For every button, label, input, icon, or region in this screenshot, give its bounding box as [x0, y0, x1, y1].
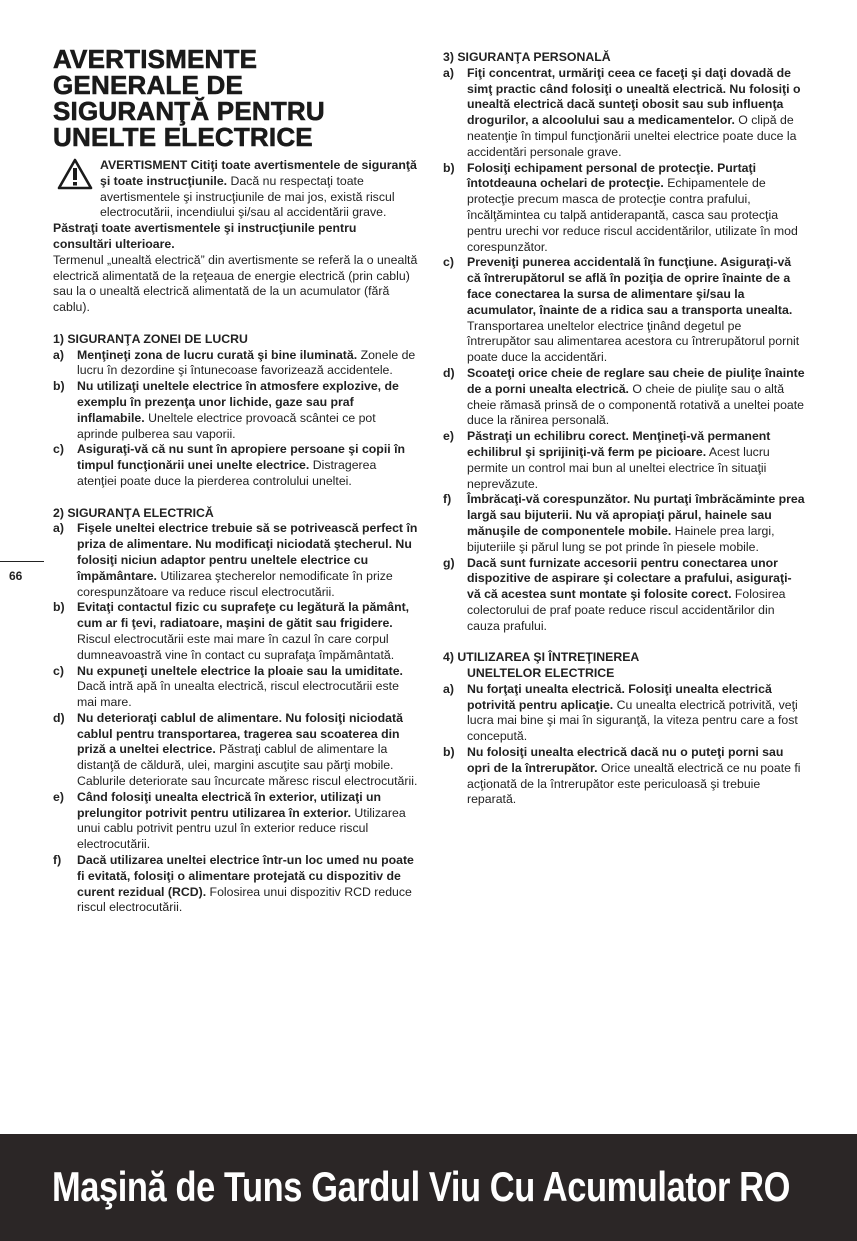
title-line: UNELTE ELECTRICE — [53, 122, 313, 152]
right-column — [443, 50, 805, 808]
list-item: b) Nu folosiţi unealta electrică dacă nu o puteţi porni sau opri de la întrerupător. Orice unealtă electrică ce nu poate fi acţionată de la întrerupător este periculoasă şi trebuie reparată. — [443, 745, 801, 807]
warning-term: Termenul „unealtă electrică” din avertismente se referă la o unealtă electrică alimentată de la reţeaua de energie electrică (prin cablu) sau la o unealtă electrică alimentată de la un acumulator (fără cablu). — [53, 252, 418, 315]
list-item: a) Nu forţaţi unealta electrică. Folosiţi unealta electrică potrivită pentru aplicaţie. Cu unealta electrică potrivită, veţi lucra mai bine şi mai în siguranţă, la viteza pentru care a fost concepută. — [443, 681, 798, 744]
list-item: b) Folosiţi echipament personal de protecţie. Purtaţi întotdeauna ochelari de protecţie. Echipamentele de protecţie precum masca de protecţie contra prafului, încălţămintea cu talpă antiderapantă, casca sau protecţia pentru urechi vor reduce riscul accidentărilor, utilizate în mod corespunzător. — [443, 160, 798, 254]
warning-triangle-icon — [57, 158, 93, 190]
list-item: a) Fişele uneltei electrice trebuie să se potrivească perfect în priza de alimentare. Nu modificaţi niciodată ştecherul. Nu folosiţi niciun adaptor pentru uneltele electrice cu împământare. Utilizarea ştecherelor nemodificate în prize corespunzătoare va reduce riscul electrocutării. — [53, 521, 418, 599]
section-heading: 1) SIGURANŢA ZONEI DE LUCRU — [53, 331, 248, 346]
list-item: b) Nu utilizaţi uneltele electrice în atmosfere explozive, de exemplu în prezenţa unor lichide, gaze sau praf inflamabile. Uneltele electrice provoacă scântei ce pot aprinde pulberea sau vaporii. — [53, 379, 399, 441]
section-heading-line2: UNELTELOR ELECTRICE — [467, 666, 615, 681]
warning-block — [53, 158, 418, 221]
list-item: c) Preveniţi punerea accidentală în funcţiune. Asiguraţi-vă că întrerupătorul se află în poziţia de oprire înainte de a face conectarea la sursa de alimentare şi/sau la acumulator, înainte de a ridica sau a transporta unealta. Transportarea uneltelor electrice ţinând degetul pe întrerupător sau alimentarea acestora cu întrerupătorul pornit poate duce la accidentări. — [443, 255, 800, 365]
title-line: GENERALE DE — [53, 70, 244, 100]
list-item: c) Nu expuneţi uneltele electrice la ploaie sau la umiditate. Dacă intră apă în unealta electrică, riscul electrocutării este mai mare. — [53, 663, 403, 710]
list-item: b) Evitaţi contactul fizic cu suprafeţe cu legătură la pământ, cum ar fi ţevi, radiatoare, maşini de gătit sau frigidere. Riscul electrocutării este mai mare în cazul în care corpul dumneavoastră vine în contact cu suprafaţa împământată. — [53, 600, 410, 662]
list-item: e) Când folosiţi unealta electrică în exterior, utilizaţi un prelungitor potrivit pentru utilizarea în exterior. Utilizarea unui cablu potrivit pentru uzul în exterior reduce riscul electrocutării. — [53, 789, 406, 852]
left-column — [53, 46, 418, 916]
section-heading: 3) SIGURANŢA PERSONALĂ — [443, 50, 611, 64]
title-line: AVERTISMENTE — [53, 44, 258, 74]
footer-title: Maşină de Tuns Gardul Viu Cu Acumulator RO — [52, 1163, 791, 1210]
warning-head: AVERTISMENT Citiţi toate avertismentele de siguranţă şi toate instrucţiunile. — [100, 158, 417, 188]
list-item: d) Scoateţi orice cheie de reglare sau cheie de piuliţe înainte de a porni unealta electrică. O cheie de piuliţe sau o altă cheie rămasă prinsă de o componentă rotativă a uneltei poate duce la rănirea personală. — [443, 365, 805, 428]
page-number: 66 — [0, 561, 44, 583]
list-item: f) Îmbrăcaţi-vă corespunzător. Nu purtaţi îmbrăcăminte prea largă sau bijuterii. Nu vă apropiaţi părul, hainele sau mănuşile de componentele mobile. Hainele prea largi, bijuteriile şi părul lung se pot prinde în piesele mobile. — [443, 492, 805, 554]
title-line: SIGURANŢĂ PENTRU — [53, 96, 325, 126]
list-item: f) Dacă utilizarea uneltei electrice într-un loc umed nu poate fi evitată, folosiţi o alimentare protejată cu dispozitiv de curent rezidual (RCD). Folosirea unui dispozitiv RCD reduce riscul electrocutării. — [53, 853, 414, 915]
warning-keep: Păstraţi toate avertismentele şi instrucţiunile pentru consultări ulterioare. — [53, 221, 357, 251]
section-heading: 4) UTILIZAREA ŞI ÎNTREŢINEREA — [443, 650, 640, 665]
list-item: e) Păstraţi un echilibru corect. Menţineţi-vă permanent echilibrul şi sprijiniţi-vă ferm pe picioare. Acest lucru permite un control mai bun al uneltei electrice în situaţii neprevăzute. — [443, 429, 771, 491]
list-item: a) Fiţi concentrat, urmăriţi ceea ce faceţi şi daţi dovadă de simţ practic când folosiţi o unealtă electrică. Nu folosiţi o unealtă electrică dacă sunteţi obosit sau sub influenţa drogurilor, a alcoolului sau a medicamentelor. O clipă de neatenţie în timpul funcţionării uneltei electrice poate duce la accidentări personale grave. — [443, 65, 801, 159]
list-item: d) Nu deterioraţi cablul de alimentare. Nu folosiţi niciodată cablul pentru transportarea, tragerea sau scoaterea din priză a uneltei electrice. Păstraţi cablul de alimentare la distanţă de căldură, ulei, margini ascuţite sau părţi mobile. Cablurile deteriorate sau încurcate măresc riscul electrocutării. — [53, 710, 418, 789]
list-item: a) Menţineţi zona de lucru curată şi bine iluminată. Zonele de lucru în dezordine şi întunecoase favorizează accidentele. — [53, 347, 416, 378]
list-item: c) Asiguraţi-vă că nu sunt în apropiere persoane şi copii în timpul funcţionării unei unelte electrice. Distragerea atenţiei poate duce la pierderea controlului uneltei. — [53, 442, 405, 488]
list-item: g) Dacă sunt furnizate accesorii pentru conectarea unor dispozitive de aspirare şi colectare a prafului, asiguraţi-vă că acestea sunt montate şi folosite corect. Folosirea colectorului de praf poate reduce riscul accidentărilor din cauza prafului. — [443, 555, 792, 633]
section-heading: 2) SIGURANŢA ELECTRICĂ — [53, 505, 214, 520]
warning-body: Dacă nu respectaţi toate avertismentele şi instrucţiunile de mai jos, există riscul electrocutării, incendiului şi/sau al accidentării grave. — [100, 173, 395, 220]
page-title — [53, 46, 418, 150]
